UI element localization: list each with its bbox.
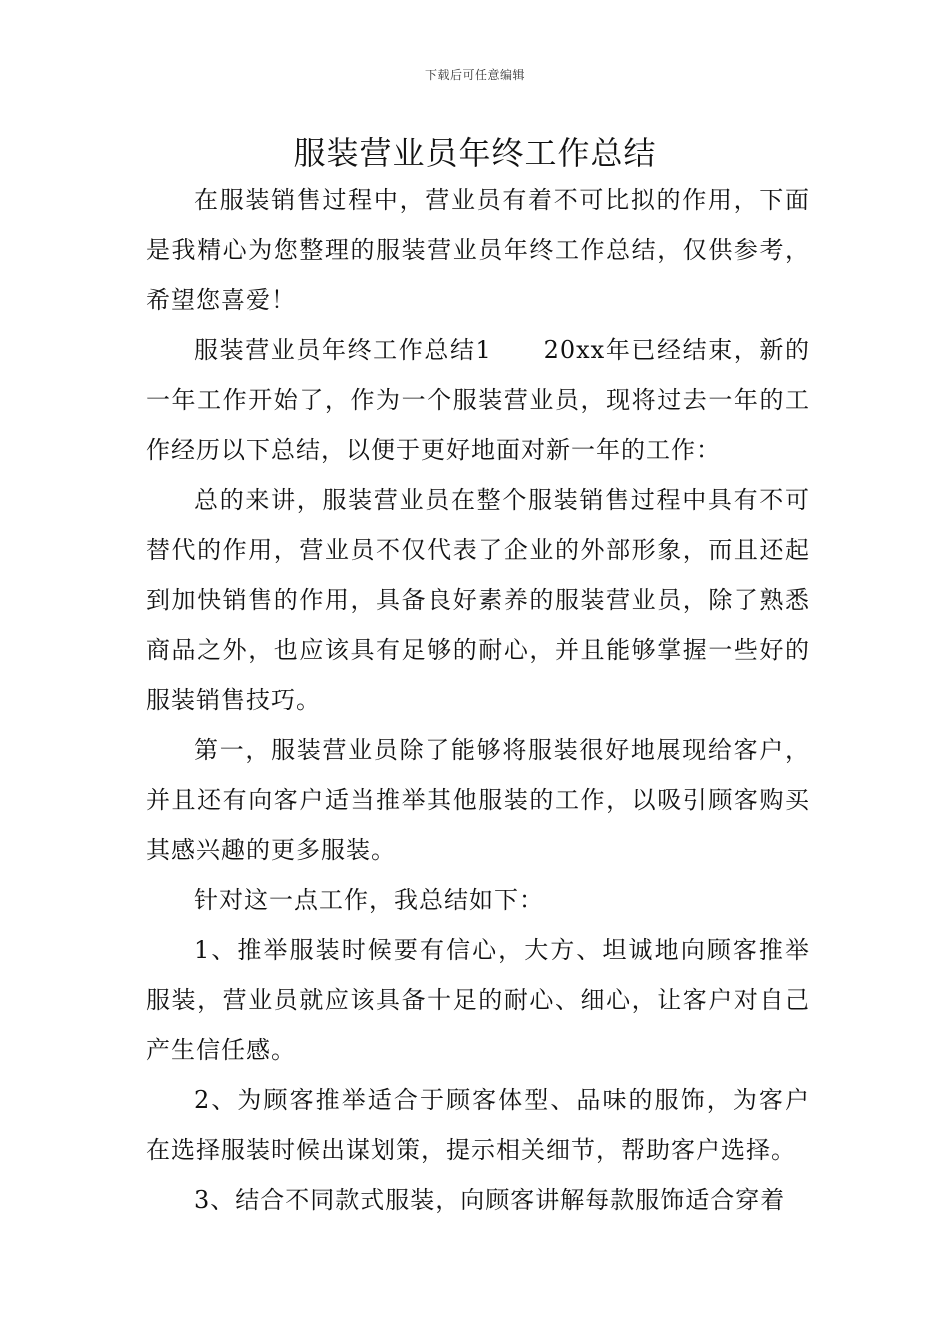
paragraph-overview: 总的来讲，服装营业员在整个服装销售过程中具有不可替代的作用，营业员不仅代表了企业的外部形象，而且还起到加快销售的作用，具备良好素养的服装营业员，除了熟悉商品之外，也应该具有足够的耐心，并且能够掌握一些好的服装销售技巧。 xyxy=(146,486,810,714)
paragraph-item-3: 3、结合不同款式服装，向顾客讲解每款服饰适合穿着 xyxy=(194,1186,786,1214)
document-body xyxy=(146,175,810,1225)
paragraph-intro: 在服装销售过程中，营业员有着不可比拟的作用，下面是我精心为您整理的服装营业员年终工作总结，仅供参考，希望您喜爱！ xyxy=(146,186,810,314)
paragraph-summary-intro: 针对这一点工作，我总结如下： xyxy=(194,886,544,914)
document-title: 服装营业员年终工作总结 xyxy=(293,134,657,172)
paragraph-first-point: 第一，服装营业员除了能够将服装很好地展现给客户，并且还有向客户适当推举其他服装的工作，以吸引顾客购买其感兴趣的更多服装。 xyxy=(146,736,810,864)
paragraph-summary-heading: 服装营业员年终工作总结1 20xx年已经结束，新的一年工作开始了，作为一个服装营业员，现将过去一年的工作经历以下总结，以便于更好地面对新一年的工作： xyxy=(146,336,810,464)
paragraph-item-1: 1、推举服装时候要有信心，大方、坦诚地向顾客推举服装，营业员就应该具备十足的耐心、细心，让客户对自己产生信任感。 xyxy=(146,936,810,1064)
paragraph-item-2: 2、为顾客推举适合于顾客体型、品味的服饰，为客户在选择服装时候出谋划策，提示相关细节，帮助客户选择。 xyxy=(146,1086,810,1164)
header-note: 下载后可任意编辑 xyxy=(424,68,525,82)
